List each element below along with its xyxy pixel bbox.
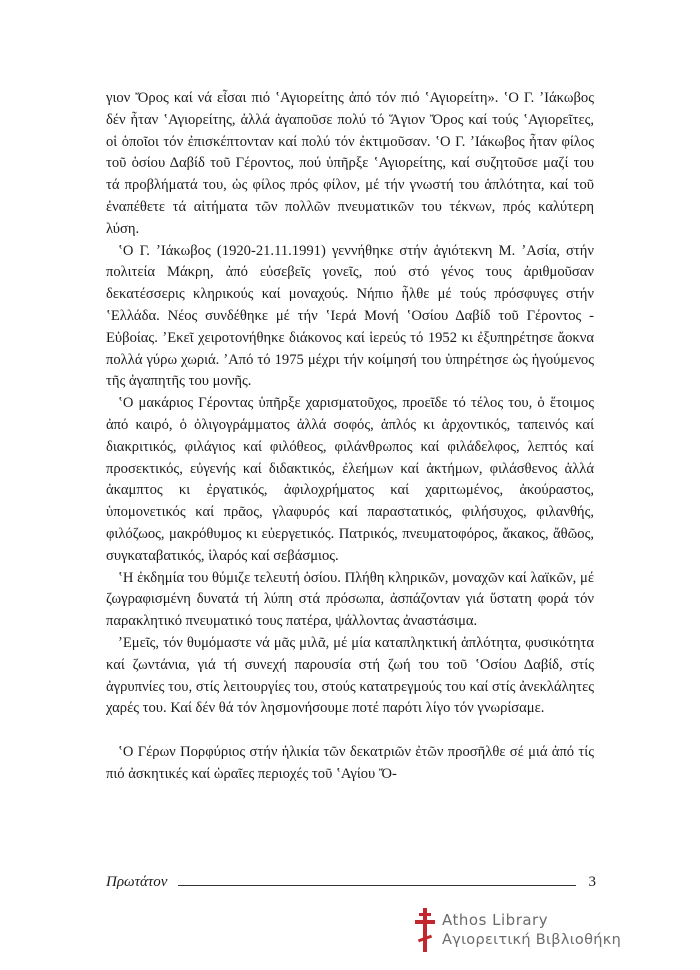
paragraph-3: ʽΟ μακάριος Γέροντας ὑπῆρξε χαρισματοῦχος, προεῖδε τό τέλος του, ὁ ἕτοιμος ἀπό καιρό, ὁ ὀλιγογράμματος ἀλλά σοφός, ἁπλός κι ἀρχοντικός, ταπεινός καί διακριτικός, φιλάγιος καί φιλόθεος, φιλάνθρωπος καί φιλάδελφος, λεπτός καί προσεκτικός, εὐγενής καί διδακτικός, ἐλεήμων καί ἀκτήμων, φιλάσθενος ἀλλά ἀκαμπτος κι ἐργατικός, ἀφιλοχρήματος καί χαριτωμένος, ἀκούραστος, ὑπομονετικός καί πρᾶος, γλαφυρός καί παραστατικός, φιλήσυχος, φιλανθής, φιλόζωος, μακρόθυμος κι εὐεργετικός. Πατρικός, πνευματοφόρος, ἄκακος, ἄθῶος, συγκαταβατικός, ἱλαρός καί σεβάσμιος.: [106, 395, 594, 564]
page-footer: [106, 872, 596, 896]
paragraph-4: ʽΗ ἐκδημία του θύμιζε τελευτή ὁσίου. Πλήθη κληρικῶν, μοναχῶν καί λαϊκῶν, μέ ζωγραφισμένη δυνατά τή λύπη στά πρόσωπα, ἀσπάζονταν γιά ὕστατη φορά τόν παρακλητικό πνευματικό τους πατέρα, ψάλλοντας ἀναστάσιμα.: [106, 569, 594, 630]
paragraph-5: ʼΕμεῖς, τόν θυμόμαστε νά μᾶς μιλᾶ, μέ μία καταπληκτική ἁπλότητα, φυσικότητα καί ζωντάνια, γιά τή συνεχή παρουσία στή ζωή του τοῦ ʽΟσίου Δαβίδ, στίς ἀγρυπνίες του, στίς λειτουργίες του, στούς κατατρεγμούς του καί στίς ἀνεκλάλητες χαρές του. Καί δέν θά τόν λησμονήσουμε ποτέ παρότι λίγο τόν γνωρίσαμε.: [106, 634, 594, 717]
footer-divider: [178, 885, 576, 886]
body-text: [106, 88, 594, 786]
paragraph-1: γιον Ὄρος καί νά εἶσαι πιό ʽΑγιορείτης ἀπό τόν πιό ʽΑγιορείτη». ʽΟ Γ. ʼΙάκωβος δέν ἦταν ʽΑγιορείτης, ἀλλά ἀγαποῦσε πολύ τό Ἅγιον Ὄρος καί τούς ʽΑγιορεῖτες, οἱ ὁποῖοι τόν ἐπισκέπτονταν καί πολύ τόν ἐκτιμοῦσαν. ʽΟ Γ. ʼΙάκωβος ἦταν φίλος τοῦ ὁσίου Δαβίδ τοῦ Γέροντος, πού ὑπῆρξε ʽΑγιορείτης, καί συζητοῦσε μαζί του τά προβλήματά του, ὡς φίλος πρός φίλον, μέ τήν γνωστή του ἁπλότητα, καί τοῦ ἐναπέθετε τά αἰτήματα τῶν πολλῶν πνευματικῶν του τέκνων, πρός καλύτερη λύση.: [106, 90, 594, 237]
paragraph-2: ʽΟ Γ. ʼΙάκωβος (1920-21.11.1991) γεννήθηκε στήν ἁγιότεκνη Μ. ʼΑσία, στήν πολιτεία Μάκρη, ἀπό εὐσεβεῖς γονεῖς, πού στό γένος τους ἀριθμοῦσαν δεκατέσσερις κληρικούς καί μοναχούς. Νήπιο ἦλθε μέ τούς πρόσφυγες στήν ʽΕλλάδα. Νέος συνδέθηκε μέ τήν ʽΙερά Μονή ʽΟσίου Δαβίδ τοῦ Γέροντος - Εὐβοίας. ʼΕκεῖ χειροτονήθηκε διάκονος καί ἱερεύς τό 1952 κι ἐξυπηρέτησε ἄοκνα πολλά γύρω χωριά. ʼΑπό τό 1975 μέχρι τήν κοίμησή του ὑπηρέτησε ὡς ἡγούμενος τῆς ἀγαπητῆς του μονῆς.: [106, 242, 594, 390]
orthodox-cross-icon: [414, 907, 436, 953]
page-number: 3: [588, 874, 596, 890]
footer-title: Πρωτάτον: [106, 874, 168, 890]
watermark-subtitle: Αγιορειτική Βιβλιοθήκη: [442, 932, 622, 948]
paragraph-6: ʽΟ Γέρων Πορφύριος στήν ἡλικία τῶν δεκατριῶν ἐτῶν προσῆλθε σέ μιά ἀπό τίς πιό ἀσκητικές καί ὡραῖες περιοχές τοῦ ʽΑγίου Ὄ-: [106, 744, 594, 782]
watermark-title: Athos Library: [442, 911, 549, 929]
athos-library-watermark: [410, 905, 700, 965]
